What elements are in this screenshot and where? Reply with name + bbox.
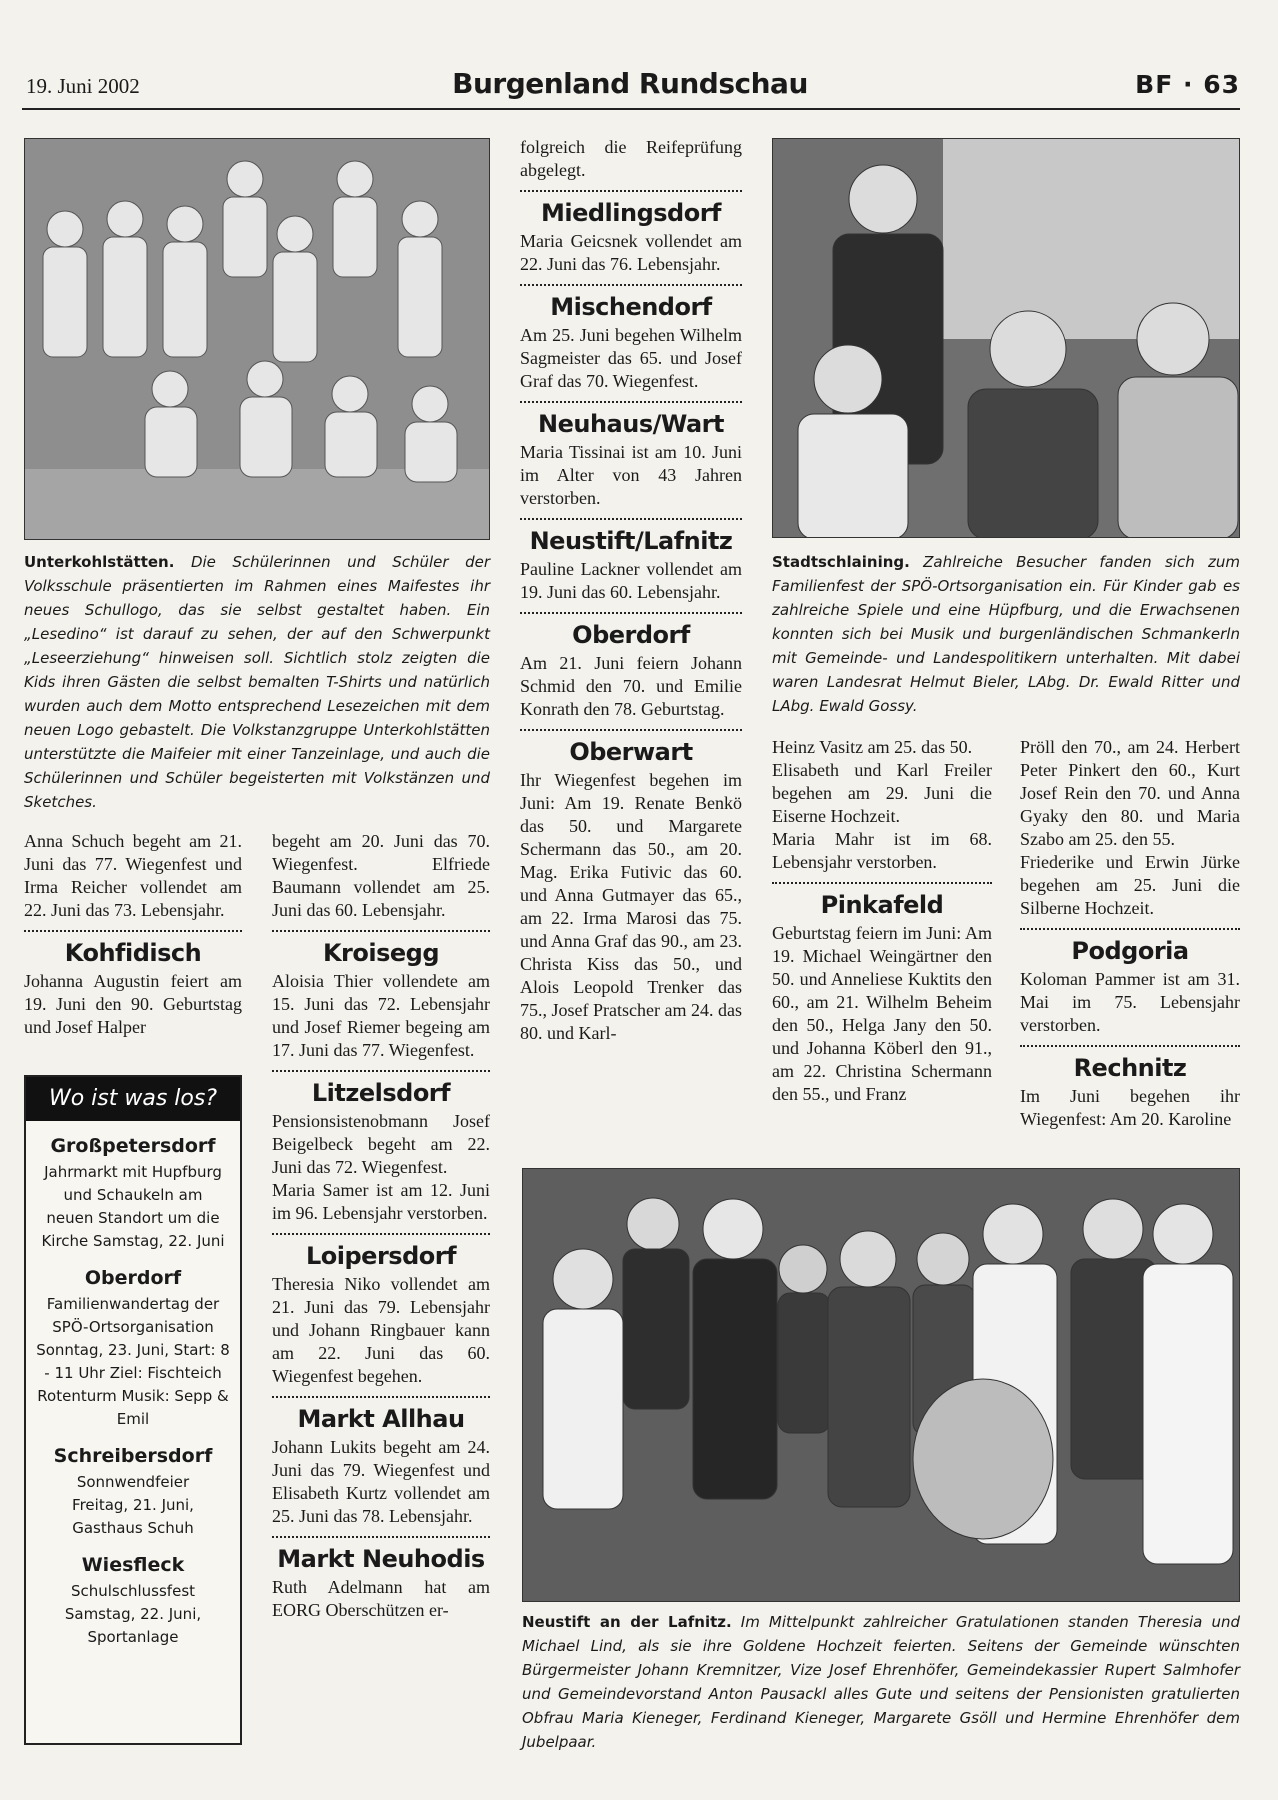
page-number: BF · 63 bbox=[1135, 70, 1240, 99]
issue-date: 19. Juni 2002 bbox=[26, 74, 140, 98]
town-heading: Oberdorf bbox=[572, 621, 690, 649]
dotted-divider bbox=[272, 1536, 490, 1538]
dotted-divider bbox=[772, 882, 992, 884]
caption-text: Zahlreiche Besucher fanden sich zum Familienfest der SPÖ-Ortsorganisation ein. Für Kinder gab es zahlreiche Spiele und eine Hüpfburg, und die Erwachsenen konnten sich bei Musik und burgenländischen Schmankerln mit Gemeinde- und Landespolitikern unterhalten. Mit dabei waren Landesrat Helmut Bieler, LAbg. Dr. Ewald Ritter und LAbg. Ewald Gossy. bbox=[772, 553, 1240, 715]
town-heading: Rechnitz bbox=[1073, 1054, 1187, 1082]
dotted-divider bbox=[520, 518, 742, 520]
event-details: Sonnwendfeier Freitag, 21. Juni, Gasthaus Schuh bbox=[72, 1473, 194, 1537]
article-text: Geburtstag feiern im Juni: Am 19. Michael Weingärtner den 50. und Anneliese Kuktits den 60., am 21. Wilhelm Beheim den 50., Helga Jany den 50. und Johanna Köberl den 91., am 22. Christina Schermann den 55., und Franz bbox=[772, 923, 992, 1104]
stadtschlaining-silhouettes bbox=[773, 139, 1240, 538]
neustift-caption bbox=[522, 1610, 1240, 1754]
school-group-silhouettes bbox=[25, 139, 490, 540]
dotted-divider bbox=[1020, 1045, 1240, 1047]
article-text: Aloisia Thier vollendete am 15. Juni das 72. Lebensjahr und Josef Riemer begeing am 17. Juni das 77. Wiegenfest. bbox=[272, 971, 490, 1060]
header-rule bbox=[22, 108, 1240, 110]
dotted-divider bbox=[272, 930, 490, 932]
dotted-divider bbox=[520, 729, 742, 731]
dotted-divider bbox=[1020, 928, 1240, 930]
article-text: Maria Mahr ist im 68. Lebensjahr verstorben. bbox=[772, 829, 992, 872]
column-3 bbox=[520, 136, 742, 1045]
article-text: Pröll den 70., am 24. Herbert Peter Pinkert den 60., Kurt Josef Rein den 70. und Anna Gyaky den 80. und Maria Szabo am 25. den 55. bbox=[1020, 737, 1240, 849]
article-text: Im Juni begehen ihr Wiegenfest: Am 20. Karoline bbox=[1020, 1086, 1240, 1129]
town-heading: Miedlingsdorf bbox=[540, 199, 721, 227]
town-heading: Oberwart bbox=[569, 738, 693, 766]
events-box-title: Wo ist was los? bbox=[26, 1077, 240, 1121]
article-text: Ruth Adelmann hat am EORG Oberschützen er- bbox=[272, 1577, 490, 1620]
town-heading: Neustift/Lafnitz bbox=[529, 527, 733, 555]
article-text: Friederike und Erwin Jürke begehen am 25. Juni die Silberne Hochzeit. bbox=[1020, 852, 1240, 918]
event-details: Jahrmarkt mit Hupfburg und Schaukeln am neuen Standort um die Kirche Samstag, 22. Juni bbox=[41, 1163, 225, 1250]
article-text: Anna Schuch begeht am 21. Juni das 77. Wiegenfest und Irma Reicher vollendet am 22. Juni das 73. Lebensjahr. bbox=[24, 831, 242, 920]
school-group-photo bbox=[24, 138, 490, 540]
town-heading: Mischendorf bbox=[550, 293, 712, 321]
events-box bbox=[24, 1075, 242, 1745]
article-text: Theresia Niko vollendet am 21. Juni das 79. Lebensjahr und Johann Ringbauer kann am 22. Juni das 60. Wiegenfest begehen. bbox=[272, 1274, 490, 1386]
event-details: Schulschlussfest Samstag, 22. Juni, Sportanlage bbox=[64, 1582, 202, 1646]
article-text: Ihr Wiegenfest begehen im Juni: Am 19. Renate Benkö das 50. und Margarete Schermann das 50., am 20. Mag. Erika Futivic das 60. und Anna Gutmayer das 65., am 22. Irma Marosi das 75. und Anna Graf das 90., am 23. Christa Kiss das 50., und Alois Leopold Trenker das 75., Josef Pratscher am 24. das 80. und Karl- bbox=[520, 770, 742, 1043]
dotted-divider bbox=[520, 401, 742, 403]
article-text: Johann Lukits begeht am 24. Juni das 79. Wiegenfest und Elisabeth Kurtz vollendet am 25. Juni das 78. Lebensjahr. bbox=[272, 1437, 490, 1526]
article-text: Pensionsistenobmann Josef Beigelbeck begeht am 22. Juni das 72. Wiegenfest. bbox=[272, 1111, 490, 1177]
article-text: folgreich die Reifeprüfung abgelegt. bbox=[520, 137, 742, 180]
article-text: Maria Samer ist am 12. Juni im 96. Lebensjahr verstorben. bbox=[272, 1180, 490, 1223]
caption-place: Neustift an der Lafnitz. bbox=[522, 1613, 732, 1631]
article-text: Heinz Vasitz am 25. das 50. bbox=[772, 737, 973, 757]
town-heading: Pinkafeld bbox=[820, 891, 944, 919]
stadtschlaining-caption bbox=[772, 550, 1240, 718]
article-text: Johanna Augustin feiert am 19. Juni den 90. Geburtstag und Josef Halper bbox=[24, 971, 242, 1037]
stadtschlaining-photo bbox=[772, 138, 1240, 538]
column-1 bbox=[24, 830, 242, 1039]
town-heading: Kroisegg bbox=[322, 939, 440, 967]
event-town: Schreibersdorf bbox=[53, 1445, 213, 1467]
town-heading: Kohfidisch bbox=[64, 939, 202, 967]
dotted-divider bbox=[272, 1396, 490, 1398]
caption-text: Die Schülerinnen und Schüler der Volksschule präsentierten im Rahmen eines Maifestes ihr neues Schullogo, das sie selbst gestaltet haben. Ein „Lesedino“ ist darauf zu sehen, der auf den Schwerpunkt „Leseerziehung“ hinweisen soll. Sichtlich stolz zeigten die Kids ihren Gästen die selbst bemalten T-Shirts und natürlich wurden auch dem Motto entsprechend Lesezeichen mit dem neuen Logo gebastelt. Die Volkstanzgruppe Unterkohlstätten unterstützte die Maifeier mit einer Tanzeinlage, und auch die Schülerinnen und Schüler begeisterten mit Volkstänzen und Sketches. bbox=[24, 553, 490, 811]
article-text: Am 21. Juni feiern Johann Schmid den 70. und Emilie Konrath den 78. Geburtstag. bbox=[520, 653, 742, 719]
column-4 bbox=[772, 736, 992, 1106]
article-text: Pauline Lackner vollendet am 19. Juni das 60. Lebensjahr. bbox=[520, 559, 742, 602]
event-town: Wiesfleck bbox=[81, 1554, 185, 1576]
event-town: Großpetersdorf bbox=[50, 1135, 216, 1157]
neustift-silhouettes bbox=[523, 1169, 1240, 1602]
article-text: Maria Tissinai ist am 10. Juni im Alter von 43 Jahren verstorben. bbox=[520, 442, 742, 508]
town-heading: Markt Allhau bbox=[297, 1405, 465, 1433]
town-heading: Loipersdorf bbox=[305, 1242, 457, 1270]
newspaper-title: Burgenland Rundschau bbox=[452, 67, 808, 100]
dotted-divider bbox=[520, 612, 742, 614]
caption-place: Unterkohlstätten. bbox=[24, 553, 175, 571]
dotted-divider bbox=[520, 284, 742, 286]
town-heading: Neuhaus/Wart bbox=[538, 410, 724, 438]
article-text: Maria Geicsnek vollendet am 22. Juni das 76. Lebensjahr. bbox=[520, 231, 742, 274]
school-photo-caption bbox=[24, 550, 490, 814]
dotted-divider bbox=[272, 1070, 490, 1072]
dotted-divider bbox=[24, 930, 242, 932]
caption-place: Stadtschlaining. bbox=[772, 553, 910, 571]
neustift-photo bbox=[522, 1168, 1240, 1602]
town-heading: Podgoria bbox=[1071, 937, 1189, 965]
article-text: Koloman Pammer ist am 31. Mai im 75. Lebensjahr verstorben. bbox=[1020, 969, 1240, 1035]
event-town: Oberdorf bbox=[84, 1267, 182, 1289]
article-text: Am 25. Juni begehen Wilhelm Sagmeister das 65. und Josef Graf das 70. Wiegenfest. bbox=[520, 325, 742, 391]
event-details: Familienwandertag der SPÖ-Ortsorganisation Sonntag, 23. Juni, Start: 8 - 11 Uhr Ziel: Fischteich Rotenturm Musik: Sepp & Emil bbox=[36, 1295, 230, 1428]
town-heading: Litzelsdorf bbox=[311, 1079, 451, 1107]
article-text: begeht am 20. Juni das 70. Wiegenfest. Elfriede Baumann vollendet am 25. Juni das 60. Lebensjahr. bbox=[272, 831, 490, 920]
column-5 bbox=[1020, 736, 1240, 1131]
town-heading: Markt Neuhodis bbox=[277, 1545, 485, 1573]
caption-text: Im Mittelpunkt zahlreicher Gratulationen standen Theresia und Michael Lind, als sie ihre Goldene Hochzeit feierten. Seitens der Gemeinde wünschten Bürgermeister Johann Kremnitzer, Vize Josef Ehrenhöfer, Gemeindekassier Rupert Salmhofer und Gemeindevorstand Anton Pausackl alles Gute und seitens der Pensionisten gratulierten Obfrau Maria Kieneger, Ferdinand Kieneger, Margarete Gsöll und Hermine Ehrenhöfer dem Jubelpaar. bbox=[522, 1613, 1240, 1751]
column-2 bbox=[272, 830, 490, 1622]
dotted-divider bbox=[272, 1233, 490, 1235]
article-text: Elisabeth und Karl Freiler begehen am 29. Juni die Eiserne Hochzeit. bbox=[772, 760, 992, 826]
dotted-divider bbox=[520, 190, 742, 192]
